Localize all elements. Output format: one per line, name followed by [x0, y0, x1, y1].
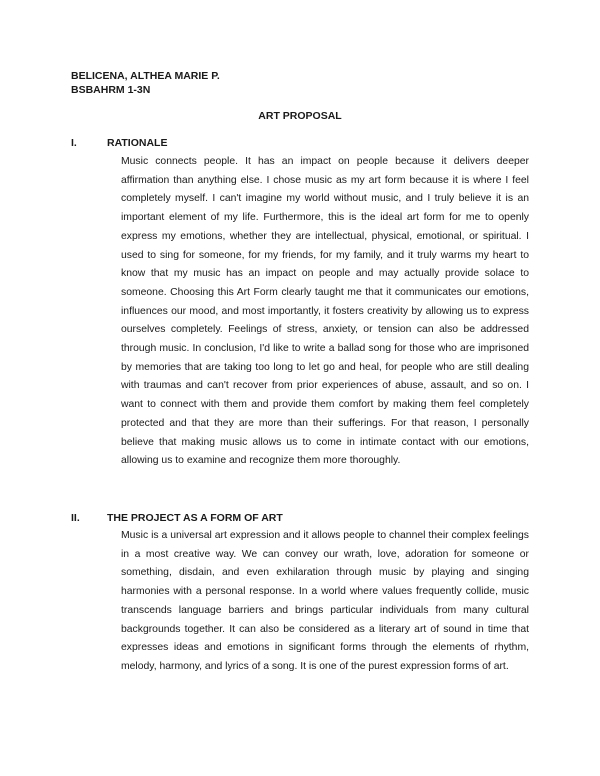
author-name: BELICENA, ALTHEA MARIE P. [71, 70, 220, 82]
section-number: II. [71, 512, 80, 524]
document-title: ART PROPOSAL [258, 110, 342, 122]
section-title: RATIONALE [107, 137, 168, 149]
section-heading-rationale [71, 137, 167, 149]
course-section: BSBAHRM 1-3N [71, 83, 151, 96]
rationale-paragraph: Music connects people. It has an impact on people because it delivers deeper affirmation than anything else. I chose music as my art form because it is where I feel completely myself. I can't imagine my world without music, and I truly believe it is an important element of my life. Furthermore, this is the ideal art form for me to openly express my emotions, whether they are intellectual, physical, emotional, or spiritual. I used to sing for someone, for my friends, for my family, and it truly warms my heart to know that my music has an impact on people and may actually provide solace to someone. Choosing this Art Form clearly taught me that it communicates our emotions, influences our mood, and most importantly, it fosters creativity by allowing us to express ourselves completely. Feelings of stress, anxiety, or tension can also be addressed through music. In conclusion, I'd like to write a ballad song for those who are imprisoned by memories that are taking too long to let go and heal, for people who are still dealing with traumas and can't recover from prior experiences of abuse, assault, and so on. I want to connect with them and provide them comfort by making them feel completely protected and that they are more than their sufferings. For that reason, I personally believe that making music allows us to come in intimate contact with our emotions, allowing us to examine and recognize them more thoroughly. [121, 156, 529, 467]
student-info [71, 70, 220, 97]
section-title: THE PROJECT AS A FORM OF ART [107, 512, 283, 524]
project-paragraph: Music is a universal art expression and it allows people to channel their complex feelings in a most creative way. We can convey our wrath, love, adoration for someone or something, disdain, and even exhilaration through music by playing and singing harmonies with a personal response. In a world where values frequently collide, music transcends language barriers and brings particular individuals from many cultural backgrounds together. It can also be considered as a literary art of sound in time that expresses ideas and emotions in significant forms through the elements of rhythm, melody, harmony, and lyrics of a song. It is one of the purest expression forms of art. [121, 530, 529, 672]
section-number: I. [71, 137, 77, 149]
section-heading-project [71, 512, 283, 524]
